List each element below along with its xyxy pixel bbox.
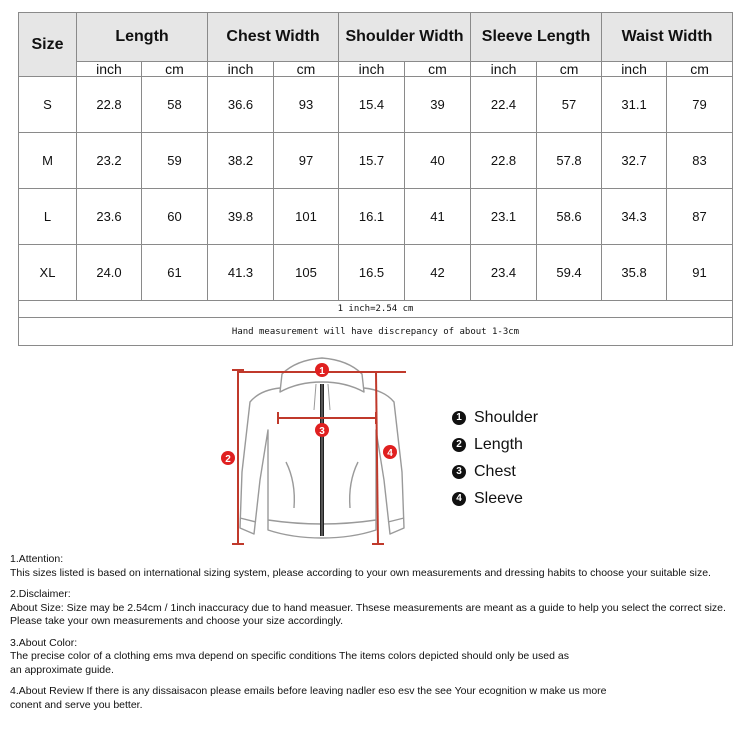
- legend-item-chest: [452, 458, 538, 485]
- table-row: [19, 189, 733, 245]
- discrepancy-note-row: [19, 318, 733, 346]
- value-cell: 40: [405, 133, 471, 189]
- size-notes: [10, 553, 745, 720]
- legend-number: 4: [452, 492, 466, 506]
- unit-row: [19, 62, 733, 77]
- value-cell: 23.4: [471, 245, 537, 301]
- note-color: [10, 637, 745, 678]
- table-row: [19, 245, 733, 301]
- legend-item-shoulder: [452, 404, 538, 431]
- size-cell: S: [19, 77, 77, 133]
- unit-cm: cm: [142, 62, 208, 77]
- unit-cm: cm: [274, 62, 339, 77]
- length-column-header: Length: [77, 13, 208, 62]
- chest-width-column-header: Chest Width: [208, 13, 339, 62]
- value-cell: 23.6: [77, 189, 142, 245]
- unit-cm: cm: [537, 62, 602, 77]
- size-column-header: Size: [19, 13, 77, 77]
- value-cell: 79: [667, 77, 733, 133]
- unit-cm: cm: [667, 62, 733, 77]
- marker-label: 1: [319, 366, 325, 377]
- note-line: an approximate guide.: [10, 663, 114, 676]
- value-cell: 105: [274, 245, 339, 301]
- unit-inch: inch: [339, 62, 405, 77]
- size-chart-table: [18, 12, 733, 346]
- marker-chest: [315, 423, 329, 437]
- value-cell: 15.7: [339, 133, 405, 189]
- size-cell: XL: [19, 245, 77, 301]
- drawstring: [328, 384, 330, 410]
- legend-label: Sleeve: [474, 489, 523, 507]
- note-title: 1.Attention:: [10, 553, 64, 565]
- value-cell: 24.0: [77, 245, 142, 301]
- sleeve-length-column-header: Sleeve Length: [471, 13, 602, 62]
- shoulder-width-column-header: Shoulder Width: [339, 13, 471, 62]
- value-cell: 22.8: [77, 77, 142, 133]
- note-title: 3.About Color:: [10, 636, 78, 649]
- value-cell: 42: [405, 245, 471, 301]
- table-row: [19, 77, 733, 133]
- value-cell: 36.6: [208, 77, 274, 133]
- legend-number: 2: [452, 438, 466, 452]
- value-cell: 59: [142, 133, 208, 189]
- note-line: The precise color of a clothing ems mva depend on specific conditions The items colors depicted should only be used as: [10, 650, 569, 662]
- value-cell: 61: [142, 245, 208, 301]
- note-line: This sizes listed is based on international sizing system, please according to your own measurements and dressing habits to choose your suitable size.: [10, 566, 711, 579]
- legend-number: 3: [452, 465, 466, 479]
- value-cell: 15.4: [339, 77, 405, 133]
- value-cell: 91: [667, 245, 733, 301]
- value-cell: 32.7: [602, 133, 667, 189]
- value-cell: 97: [274, 133, 339, 189]
- value-cell: 31.1: [602, 77, 667, 133]
- value-cell: 35.8: [602, 245, 667, 301]
- value-cell: 58.6: [537, 189, 602, 245]
- note-line: conent and serve you better.: [10, 698, 143, 711]
- value-cell: 41.3: [208, 245, 274, 301]
- value-cell: 41: [405, 189, 471, 245]
- note-line: 4.About Review If there is any dissaisacon please emails before leaving nadler eso esv the see Your ecognition w make us more: [10, 685, 607, 697]
- value-cell: 39.8: [208, 189, 274, 245]
- unit-inch: inch: [208, 62, 274, 77]
- marker-label: 2: [225, 454, 231, 465]
- value-cell: 57.8: [537, 133, 602, 189]
- value-cell: 87: [667, 189, 733, 245]
- unit-inch: inch: [77, 62, 142, 77]
- value-cell: 101: [274, 189, 339, 245]
- discrepancy-note: Hand measurement will have discrepancy of about 1-3cm: [19, 318, 733, 346]
- note-line: Please take your own measurements and choose your size accordingly.: [10, 615, 344, 627]
- value-cell: 16.5: [339, 245, 405, 301]
- value-cell: 16.1: [339, 189, 405, 245]
- legend-item-length: [452, 431, 538, 458]
- marker-length: [221, 451, 235, 465]
- jacket-measurement-diagram: [212, 352, 422, 550]
- value-cell: 83: [667, 133, 733, 189]
- conversion-note: 1 inch=2.54 cm: [19, 301, 733, 318]
- marker-shoulder: [315, 363, 329, 377]
- value-cell: 57: [537, 77, 602, 133]
- legend-label: Shoulder: [474, 408, 539, 426]
- value-cell: 23.2: [77, 133, 142, 189]
- value-cell: 38.2: [208, 133, 274, 189]
- legend-label: Length: [474, 435, 523, 453]
- unit-inch: inch: [602, 62, 667, 77]
- value-cell: 59.4: [537, 245, 602, 301]
- table-row: [19, 133, 733, 189]
- drawstring: [314, 384, 316, 410]
- value-cell: 58: [142, 77, 208, 133]
- marker-label: 3: [319, 426, 325, 437]
- value-cell: 60: [142, 189, 208, 245]
- legend-item-sleeve: [452, 485, 538, 512]
- value-cell: 39: [405, 77, 471, 133]
- note-title: 2.Disclaimer:: [10, 588, 71, 600]
- value-cell: 34.3: [602, 189, 667, 245]
- conversion-note-row: [19, 301, 733, 318]
- note-line: About Size: Size may be 2.54cm / 1inch inaccuracy due to hand measuer. Thsese measurements are meant as a guide to help you select the correct size.: [10, 601, 726, 614]
- marker-label: 4: [387, 448, 393, 459]
- size-cell: L: [19, 189, 77, 245]
- legend-label: Chest: [474, 462, 516, 480]
- value-cell: 22.4: [471, 77, 537, 133]
- measurement-legend: [452, 404, 538, 512]
- value-cell: 23.1: [471, 189, 537, 245]
- marker-sleeve: [383, 445, 397, 459]
- header-row: [19, 13, 733, 62]
- value-cell: 93: [274, 77, 339, 133]
- note-attention: [10, 553, 745, 580]
- legend-number: 1: [452, 411, 466, 425]
- note-review: [10, 685, 745, 712]
- waist-width-column-header: Waist Width: [602, 13, 733, 62]
- unit-cm: cm: [405, 62, 471, 77]
- value-cell: 22.8: [471, 133, 537, 189]
- note-disclaimer: [10, 588, 745, 629]
- unit-inch: inch: [471, 62, 537, 77]
- size-cell: M: [19, 133, 77, 189]
